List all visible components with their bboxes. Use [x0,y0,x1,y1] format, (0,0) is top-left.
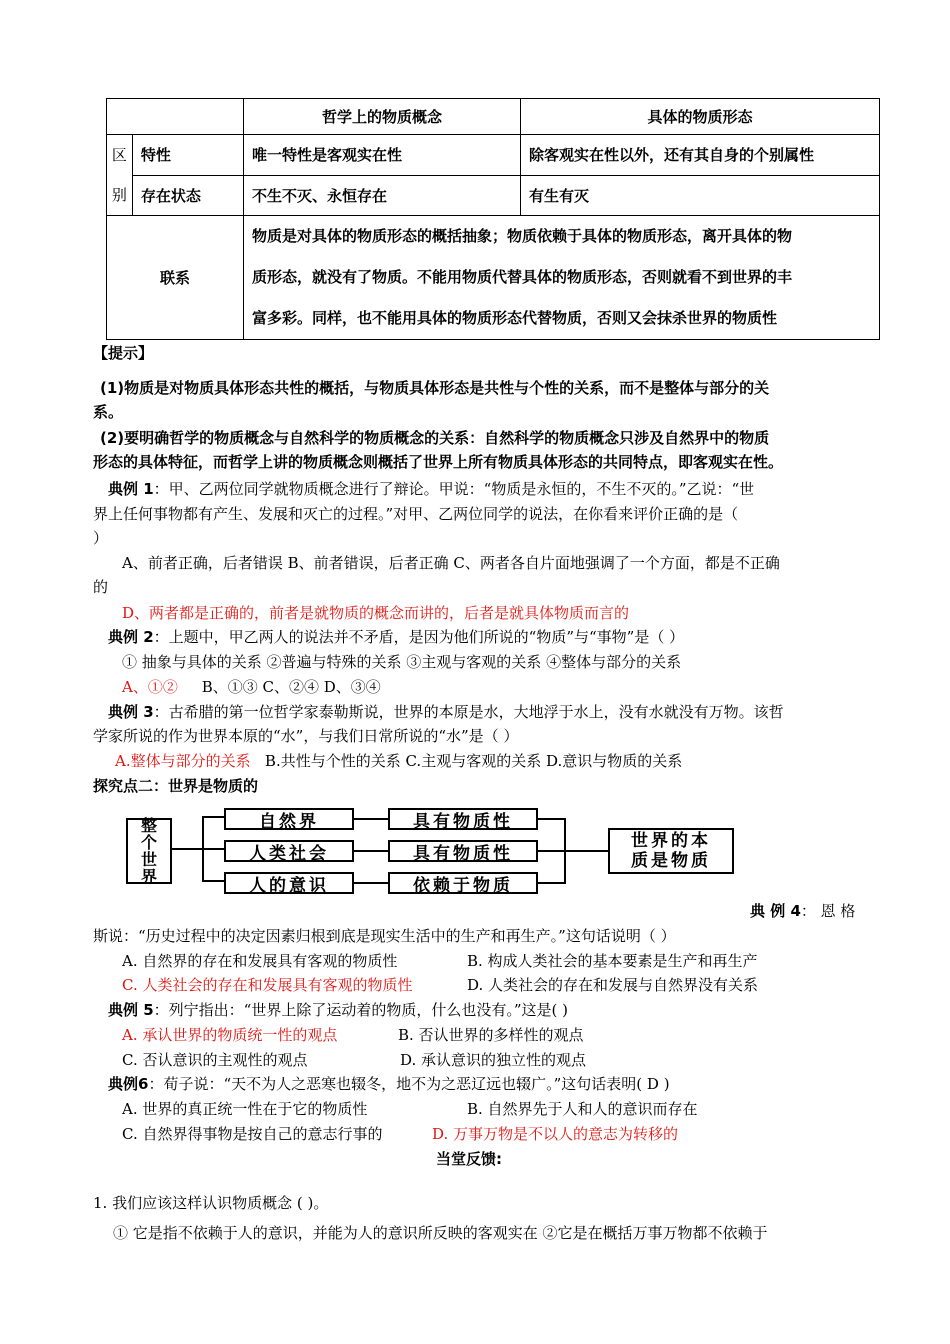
example-3-answer: A.整体与部分的关系 [115,752,251,770]
example-4-option-a: A. 自然界的存在和发展具有客观的物质性 [122,952,398,970]
row-label-property: 特性 [132,135,243,176]
connector [354,882,388,884]
comparison-table [106,98,880,340]
example-4-label: 典 例 4 [750,902,801,920]
feedback-heading: 当堂反馈: [436,1150,502,1168]
example-1-line-1: 典例 1：甲、乙两位同学就物质概念进行了辩论。甲说：“物质是永恒的，不生不灭的。”乙说：“世 [108,480,755,498]
example-5-stem: 典例 5：列宁指出：“世界上除了运动着的物质，什么也没有。”这是( ) [108,1001,568,1019]
example-2-answer: A、①② [122,678,178,696]
row-label-existence: 存在状态 [132,175,243,216]
connector [172,848,202,850]
example-4-head: 典 例 4： 恩 格 [750,902,856,920]
connector [538,850,566,852]
example-1-label: 典例 1 [108,480,154,498]
example-3-label: 典例 3 [108,703,154,721]
example-6-option-c: C. 自然界得事物是按自己的意志行事的 [122,1125,383,1143]
table-corner [107,99,244,135]
nature-box: 自然界 [224,808,354,830]
depends-box: 依赖于物质 [388,872,538,894]
example-4-option-d: D. 人类社会的存在和发展与自然界没有关系 [467,976,759,994]
example-2-stem: 典例 2：上题中，甲乙两人的说法并不矛盾，是因为他们所说的“物质”与“事物”是（ ） [108,628,685,646]
cell-philosophical-property: 唯一特性是客观实在性 [244,135,521,176]
tips-heading: 【提示】 [93,344,154,362]
connector [564,850,608,852]
example-3-line-2: 学家所说的作为世界本原的“水”，与我们日常所说的“水”是（ ） [93,727,519,745]
example-2-options: A、①② B、①③ C、②④ D、③④ [122,678,381,696]
connector [538,882,566,884]
connector [202,816,224,818]
example-6-label: 典例6 [108,1075,149,1093]
tip-2-line-1: (2)要明确哲学的物质概念与自然科学的物质概念的关系：自然科学的物质概念只涉及自然界中的物质 [100,429,770,447]
cell-relation: 物质是对具体的物质形态的概括抽象；物质依赖于具体的物质形态，离开具体的物 质形态，就没有了物质。不能用物质代替具体的物质形态，否则就看不到世界的丰 富多彩。同样，也不能用具体的物质形态代替物质，否则又会抹杀世界的物质性 [244,216,880,340]
example-2-items: ① 抽象与具体的关系 ②普遍与特殊的关系 ③主观与客观的关系 ④整体与部分的关系 [122,653,682,671]
connector [202,880,224,882]
example-4-option-b: B. 构成人类社会的基本要素是生产和再生产 [467,952,758,970]
cell-philosophical-existence: 不生不灭、永恒存在 [244,175,521,216]
example-1-line-2: 界上任何事物都有产生、发展和灭亡的过程。”对甲、乙两位同学的说法，在你看来评价正确的是（ [93,505,739,523]
connector [354,850,388,852]
material-box-1: 具有物质性 [388,808,538,830]
example-1-options: A、前者正确，后者错误 B、前者错误，后者正确 C、两者各自片面地强调了一个方面，都是不正确 [122,554,780,572]
world-material-diagram [126,808,738,896]
cell-concrete-existence: 有生有灭 [521,175,880,216]
consciousness-box: 人的意识 [224,872,354,894]
connector [538,818,566,820]
row-label-relation: 联系 [107,216,244,340]
example-1-line-3: ） [93,529,109,547]
connector [202,848,224,850]
feedback-question-1: 1. 我们应该这样认识物质概念 ( )。 [93,1194,329,1212]
header-concrete: 具体的物质形态 [521,99,880,135]
example-5-label: 典例 5 [108,1001,154,1019]
example-4-option-c: C. 人类社会的存在和发展具有客观的物质性 [122,976,413,994]
example-5-option-d: D. 承认意识的独立性的观点 [400,1051,587,1069]
feedback-question-1-line-2: ① 它是指不依赖于人的意识，并能为人的意识所反映的客观实在 ②它是在概括万事万物都不依赖于 [113,1224,768,1242]
example-1-answer: D、两者都是正确的，前者是就物质的概念而讲的，后者是就具体物质而言的 [122,604,630,622]
conclusion-box: 世界的本 质是物质 [608,828,734,874]
tip-1-line-1: (1)物质是对物质具体形态共性的概括，与物质具体形态是共性与个性的关系，而不是整体与部分的关 [100,379,770,397]
material-box-2: 具有物质性 [388,840,538,862]
example-1-options-cont: 的 [93,578,109,596]
example-2-label: 典例 2 [108,628,154,646]
example-4-stem: 斯说：“历史过程中的决定因素归根到底是现实生活中的生产和再生产。”这句话说明（ ） [93,927,676,945]
example-6-option-d: D. 万事万物是不以人的意志为转移的 [432,1125,679,1143]
whole-world-box: 整个世界 [126,818,172,884]
diff-label: 区 别 [107,135,133,216]
example-5-option-b: B. 否认世界的多样性的观点 [398,1026,584,1044]
tip-2-line-2: 形态的具体特征，而哲学上讲的物质概念则概括了世界上所有物质具体形态的共同特点，即客观实在性。 [93,453,784,471]
society-box: 人类社会 [224,840,354,862]
tip-1-line-2: 系。 [93,403,124,421]
example-3-options: A.整体与部分的关系 B.共性与个性的关系 C.主观与客观的关系 D.意识与物质的关系 [115,752,683,770]
example-5-option-a: A. 承认世界的物质统一性的观点 [122,1026,338,1044]
example-5-option-c: C. 否认意识的主观性的观点 [122,1051,308,1069]
header-philosophical: 哲学上的物质概念 [244,99,521,135]
connector [354,818,388,820]
example-3-line-1: 典例 3：古希腊的第一位哲学家泰勒斯说，世界的本原是水，大地浮于水上，没有水就没有万物。该哲 [108,703,784,721]
cell-concrete-property: 除客观实在性以外，还有其自身的个别属性 [521,135,880,176]
example-6-stem: 典例6：荀子说：“天不为人之恶寒也辍冬，地不为之恶辽远也辍广。”这句话表明( D ) [108,1075,670,1093]
section-2-title: 探究点二：世界是物质的 [93,777,259,795]
example-6-option-a: A. 世界的真正统一性在于它的物质性 [122,1100,368,1118]
example-6-option-b: B. 自然界先于人和人的意识而存在 [467,1100,698,1118]
